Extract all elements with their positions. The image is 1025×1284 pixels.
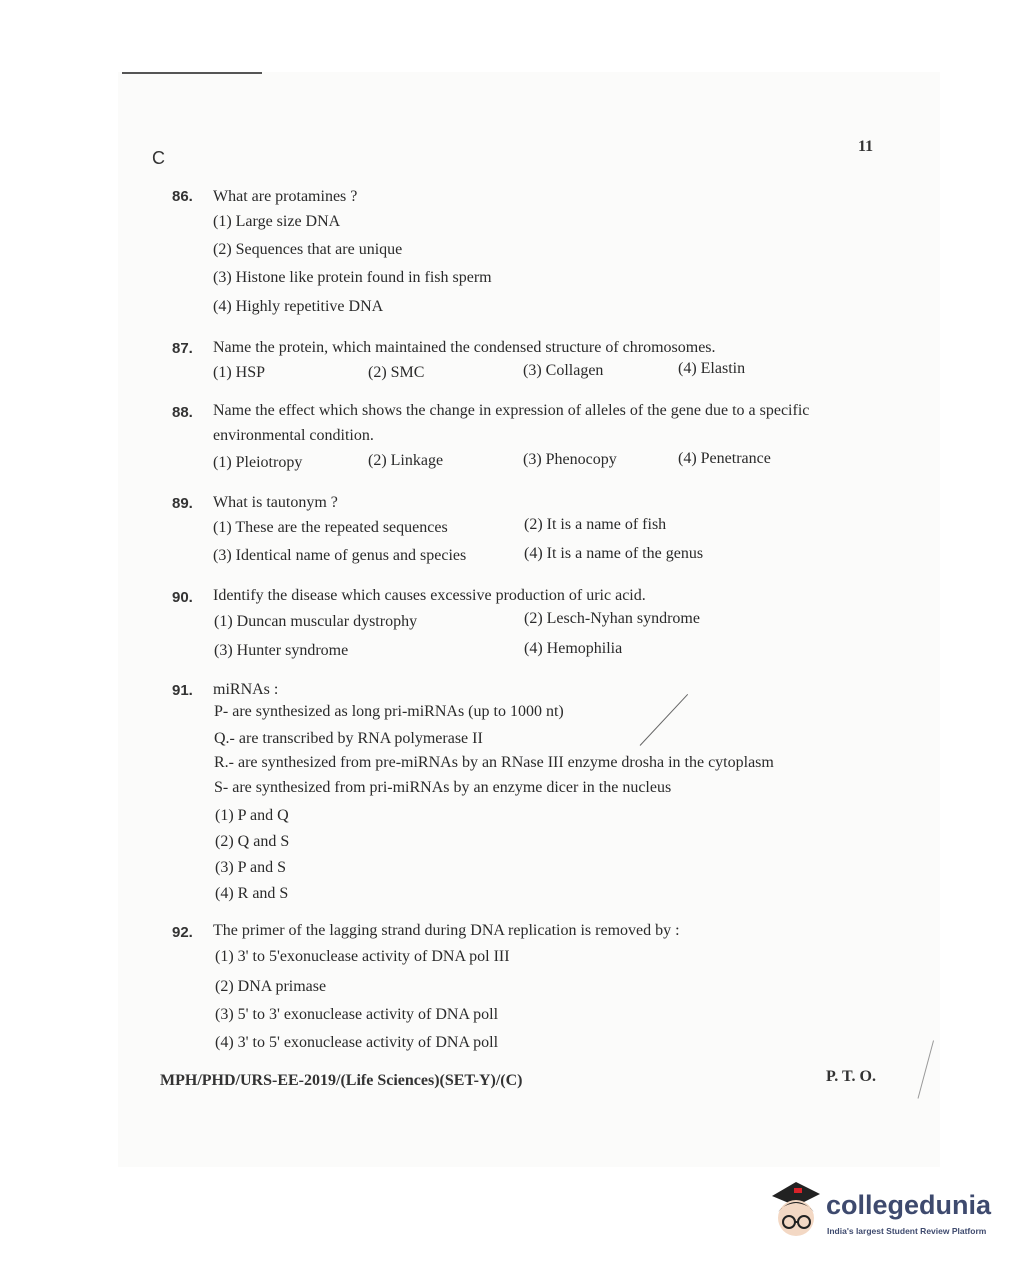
question-text: Name the effect which shows the change in expression of alleles of the gene due to a specific environmental condition. [213,402,810,444]
top-rule [122,72,262,74]
option: (2) Linkage [368,452,444,469]
exam-code: MPH/PHD/URS-EE-2019/(Life Sciences)(SET-Y)/(C) [160,1072,523,1089]
option: (1) P and Q [215,807,289,824]
question-number: 87. [172,340,193,357]
option: (4) Penetrance [678,450,771,467]
statement-q: Q.- are transcribed by RNA polymerase II [214,730,483,747]
statement-r: R.- are synthesized from pre-miRNAs by an RNase III enzyme drosha in the cytoplasm [214,754,774,771]
option: (3) Phenocopy [523,451,617,468]
option: (3) 5' to 3' exonuclease activity of DNA poll [215,1006,499,1023]
option: (3) Collagen [523,362,604,379]
option: (2) Q and S [215,833,290,850]
statement-s: S- are synthesized from pri-miRNAs by an enzyme dicer in the nucleus [214,779,672,796]
option: (4) 3' to 5' exonuclease activity of DNA poll [215,1034,499,1051]
option: (4) Hemophilia [524,640,623,657]
option: (1) Large size DNA [213,213,341,230]
set-letter: C [152,148,165,168]
question-number: 91. [172,682,193,699]
question-text: miRNAs : [213,681,279,698]
question-text: What are protamines ? [213,188,358,205]
option: (1) These are the repeated sequences [213,519,448,536]
page-number: 11 [858,138,874,155]
option: (1) 3' to 5'exonuclease activity of DNA pol III [215,948,510,965]
option: (2) DNA primase [215,978,327,995]
question-number: 90. [172,589,193,606]
question-text: Name the protein, which maintained the condensed structure of chromosomes. [213,339,716,356]
option: (3) Identical name of genus and species [213,547,467,564]
statement-p: P- are synthesized as long pri-miRNAs (up to 1000 nt) [214,703,564,720]
question-number: 88. [172,404,193,421]
option: (4) It is a name of the genus [524,545,704,562]
watermark-tagline: India's largest Student Review Platform [827,1226,987,1236]
watermark-brand: collegedunia [826,1190,992,1220]
option: (3) P and S [215,859,286,876]
pto-label: P. T. O. [826,1068,876,1085]
option: (4) Elastin [678,360,746,377]
option: (2) Lesch-Nyhan syndrome [524,610,700,627]
option: (2) Sequences that are unique [213,241,403,258]
question-number: 89. [172,495,193,512]
option: (4) Highly repetitive DNA [213,298,384,315]
option: (2) SMC [368,364,425,381]
question-number: 92. [172,924,193,941]
question-text: Identify the disease which causes excessive production of uric acid. [213,587,646,604]
question-text: The primer of the lagging strand during DNA replication is removed by : [213,922,680,939]
option: (3) Hunter syndrome [214,642,349,659]
question-number: 86. [172,188,193,205]
option: (1) Pleiotropy [213,454,303,471]
option: (1) HSP [213,364,266,381]
option: (3) Histone like protein found in fish sperm [213,269,492,286]
question-text: What is tautonym ? [213,494,338,511]
option: (4) R and S [215,885,289,902]
option: (2) It is a name of fish [524,516,667,533]
option: (1) Duncan muscular dystrophy [214,613,418,630]
